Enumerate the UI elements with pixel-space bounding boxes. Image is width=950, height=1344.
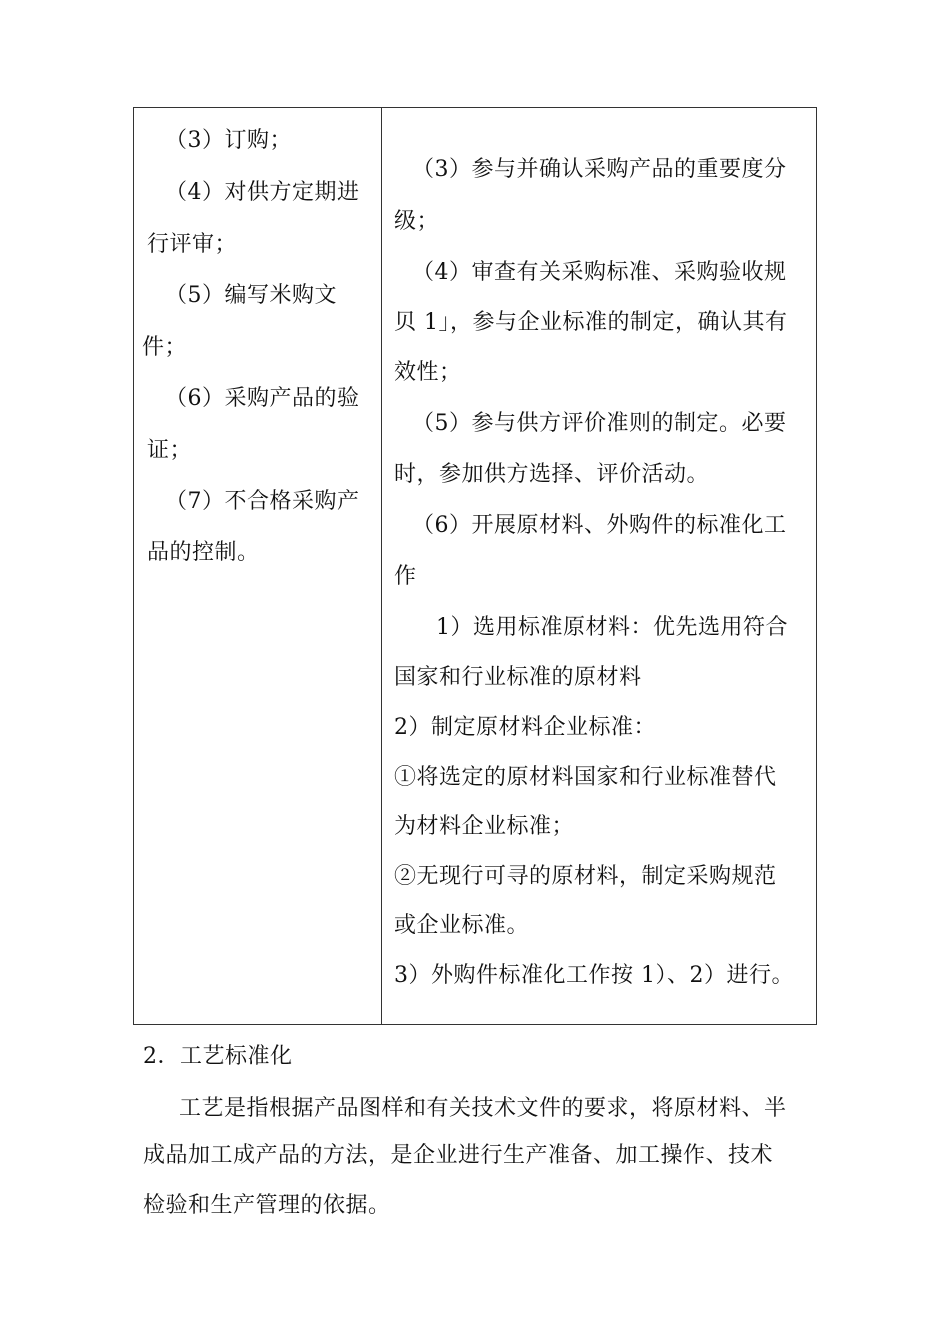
- left-cell-line: （6）采购产品的验: [165, 386, 360, 411]
- right-cell-line: （3）参与并确认采购产品的重要度分: [412, 157, 787, 182]
- right-cell-line: 为材料企业标准；: [394, 814, 575, 839]
- right-cell-line: ①将选定的原材料国家和行业标准替代: [394, 765, 777, 790]
- right-cell-line: 3）外购件标准化工作按 1）、2）进行。: [394, 963, 794, 988]
- right-cell-line: 级；: [394, 209, 440, 234]
- right-cell-line: 1）选用标准原材料：优先选用符合: [436, 615, 788, 640]
- right-cell-line: 时，参加供方选择、评价活动。: [394, 462, 710, 487]
- paragraph-line: 成品加工成产品的方法，是企业进行生产准备、加工操作、技术: [143, 1143, 774, 1168]
- right-cell-line: 或企业标准。: [394, 913, 530, 938]
- right-cell-line: （6）开展原材料、外购件的标准化工: [412, 513, 787, 538]
- right-cell-line: 国家和行业标准的原材料: [394, 665, 642, 690]
- paragraph-line: 工艺是指根据产品图样和有关技术文件的要求，将原材料、半: [179, 1096, 787, 1121]
- left-cell-line: （3）订购；: [165, 128, 292, 153]
- left-cell-line: 品的控制。: [147, 540, 260, 565]
- column-divider: [381, 108, 382, 1024]
- right-cell-line: 效性；: [394, 360, 462, 385]
- left-cell-line: （5）编写米购文: [165, 283, 337, 308]
- left-cell-line: （4）对供方定期进: [165, 180, 360, 205]
- right-cell-line: 2）制定原材料企业标准：: [394, 715, 656, 740]
- right-cell-line: 贝 1」，参与企业标准的制定，确认其有: [394, 310, 788, 335]
- right-cell-line: ②无现行可寻的原材料，制定采购规范: [394, 864, 777, 889]
- section-heading: 2．工艺标准化: [143, 1044, 293, 1069]
- left-cell-line: 件；: [142, 335, 188, 360]
- left-cell-line: 证；: [147, 438, 193, 463]
- right-cell-line: 作: [394, 564, 417, 589]
- left-cell-line: 行评审；: [147, 232, 238, 257]
- right-cell-line: （4）审查有关采购标准、采购验收规: [412, 260, 787, 285]
- right-cell-line: （5）参与供方评价准则的制定。必要: [412, 411, 787, 436]
- left-cell-line: （7）不合格采购产: [165, 489, 360, 514]
- paragraph-line: 检验和生产管理的依据。: [143, 1193, 391, 1218]
